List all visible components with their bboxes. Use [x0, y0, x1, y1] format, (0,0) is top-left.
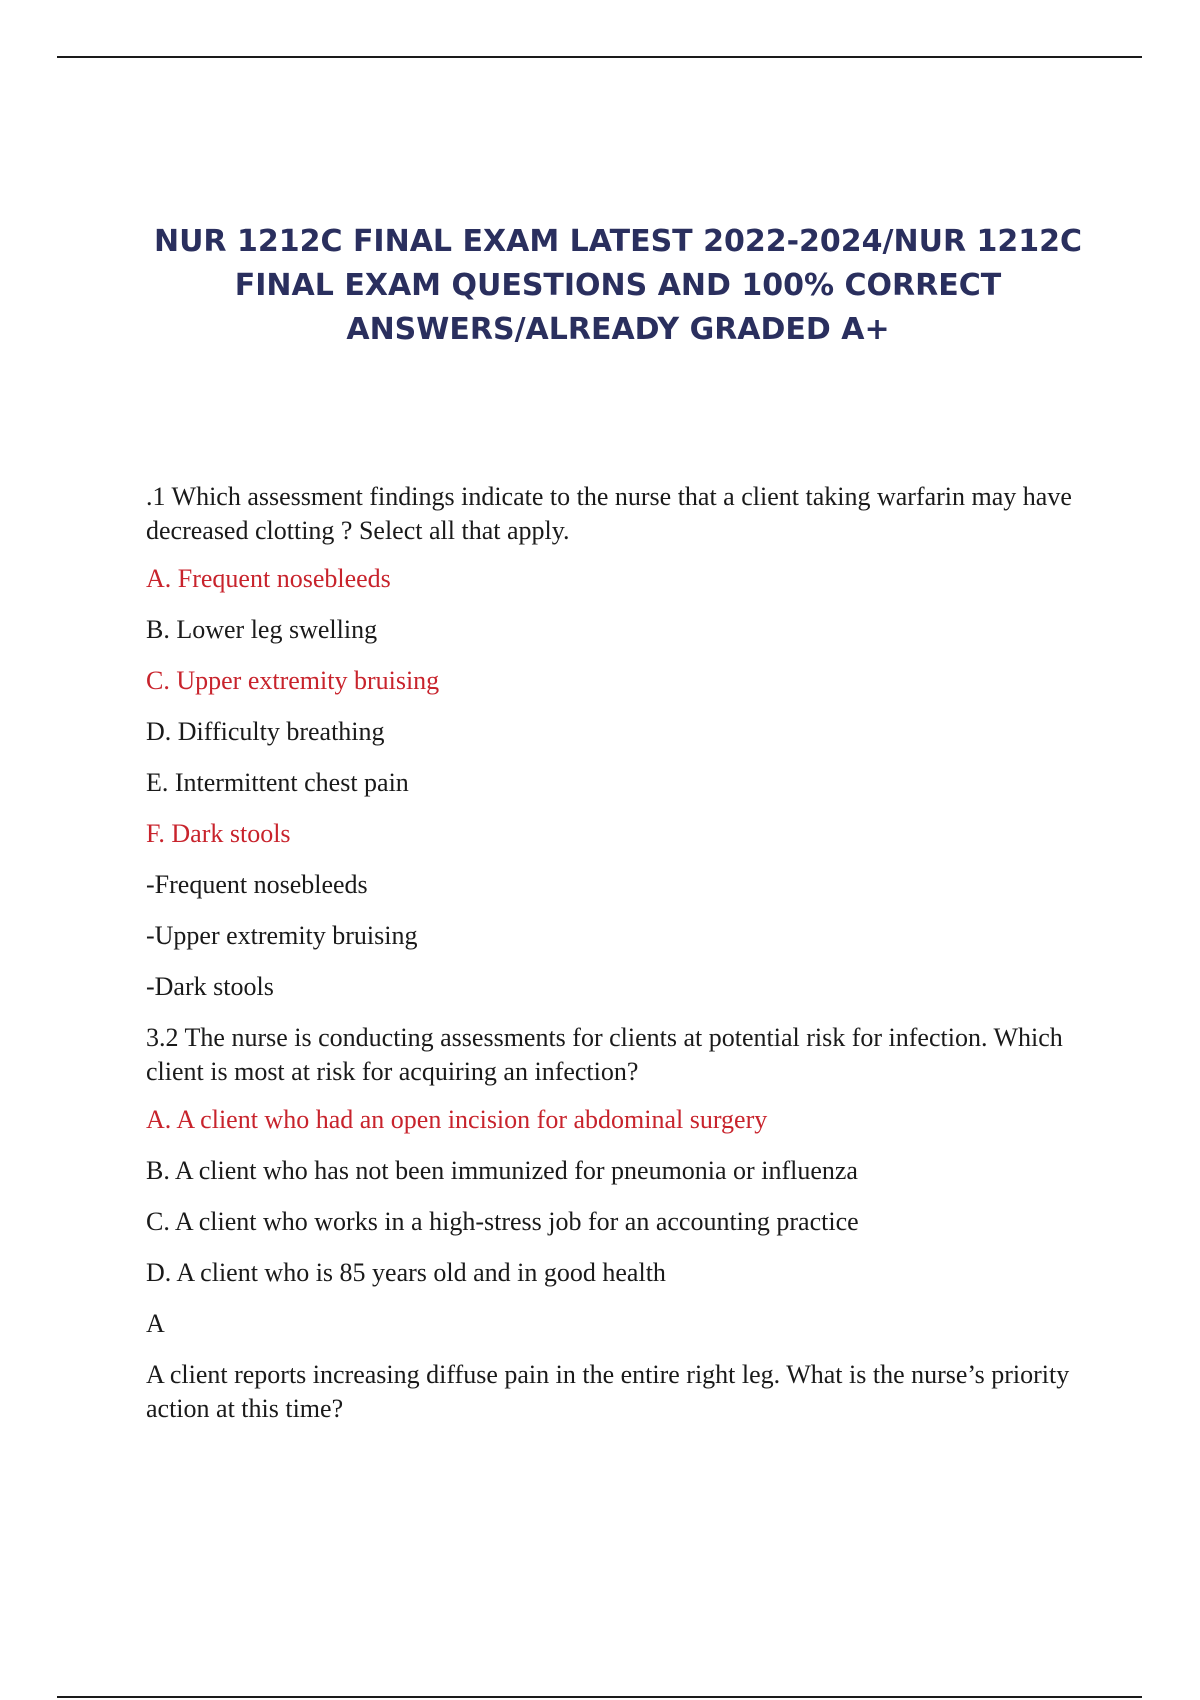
- question-3-text: A client reports increasing diffuse pain in the entire right leg. What is the nurse’s priority action at this time?: [146, 1360, 1070, 1423]
- question-2-answer: A: [146, 1309, 165, 1338]
- question-1-option-e: E. Intermittent chest pain: [146, 768, 409, 797]
- question-2-text: 3.2 The nurse is conducting assessments for clients at potential risk for infection. Which client is most at risk for acquiring an infection?: [146, 1023, 1063, 1086]
- question-1-option-f: F. Dark stools: [146, 819, 291, 848]
- question-1-text: .1 Which assessment findings indicate to the nurse that a client taking warfarin may have decreased clotting ? Select all that apply.: [146, 482, 1072, 545]
- question-1-answer-2: -Upper extremity bruising: [146, 921, 418, 950]
- question-1-answer-3: -Dark stools: [146, 972, 274, 1001]
- question-1-option-b: B. Lower leg swelling: [146, 615, 378, 644]
- question-1-answer-1: -Frequent nosebleeds: [146, 870, 368, 899]
- question-1-option-d: D. Difficulty breathing: [146, 717, 385, 746]
- document-title: NUR 1212C FINAL EXAM LATEST 2022-2024/NUR 1212C FINAL EXAM QUESTIONS AND 100% CORRECT ANSWERS/ALREADY GRADED A+: [153, 224, 1083, 347]
- question-2-option-d: D. A client who is 85 years old and in good health: [146, 1258, 666, 1287]
- question-2-option-c: C. A client who works in a high-stress job for an accounting practice: [146, 1207, 859, 1236]
- document-body: [146, 480, 1086, 1426]
- question-1-option-c: C. Upper extremity bruising: [146, 666, 440, 695]
- bottom-rule: [57, 1696, 1142, 1698]
- question-2-option-b: B. A client who has not been immunized for pneumonia or influenza: [146, 1156, 858, 1185]
- top-rule: [57, 56, 1142, 58]
- question-2-option-a: A. A client who had an open incision for abdominal surgery: [146, 1105, 768, 1134]
- question-1-option-a: A. Frequent nosebleeds: [146, 564, 391, 593]
